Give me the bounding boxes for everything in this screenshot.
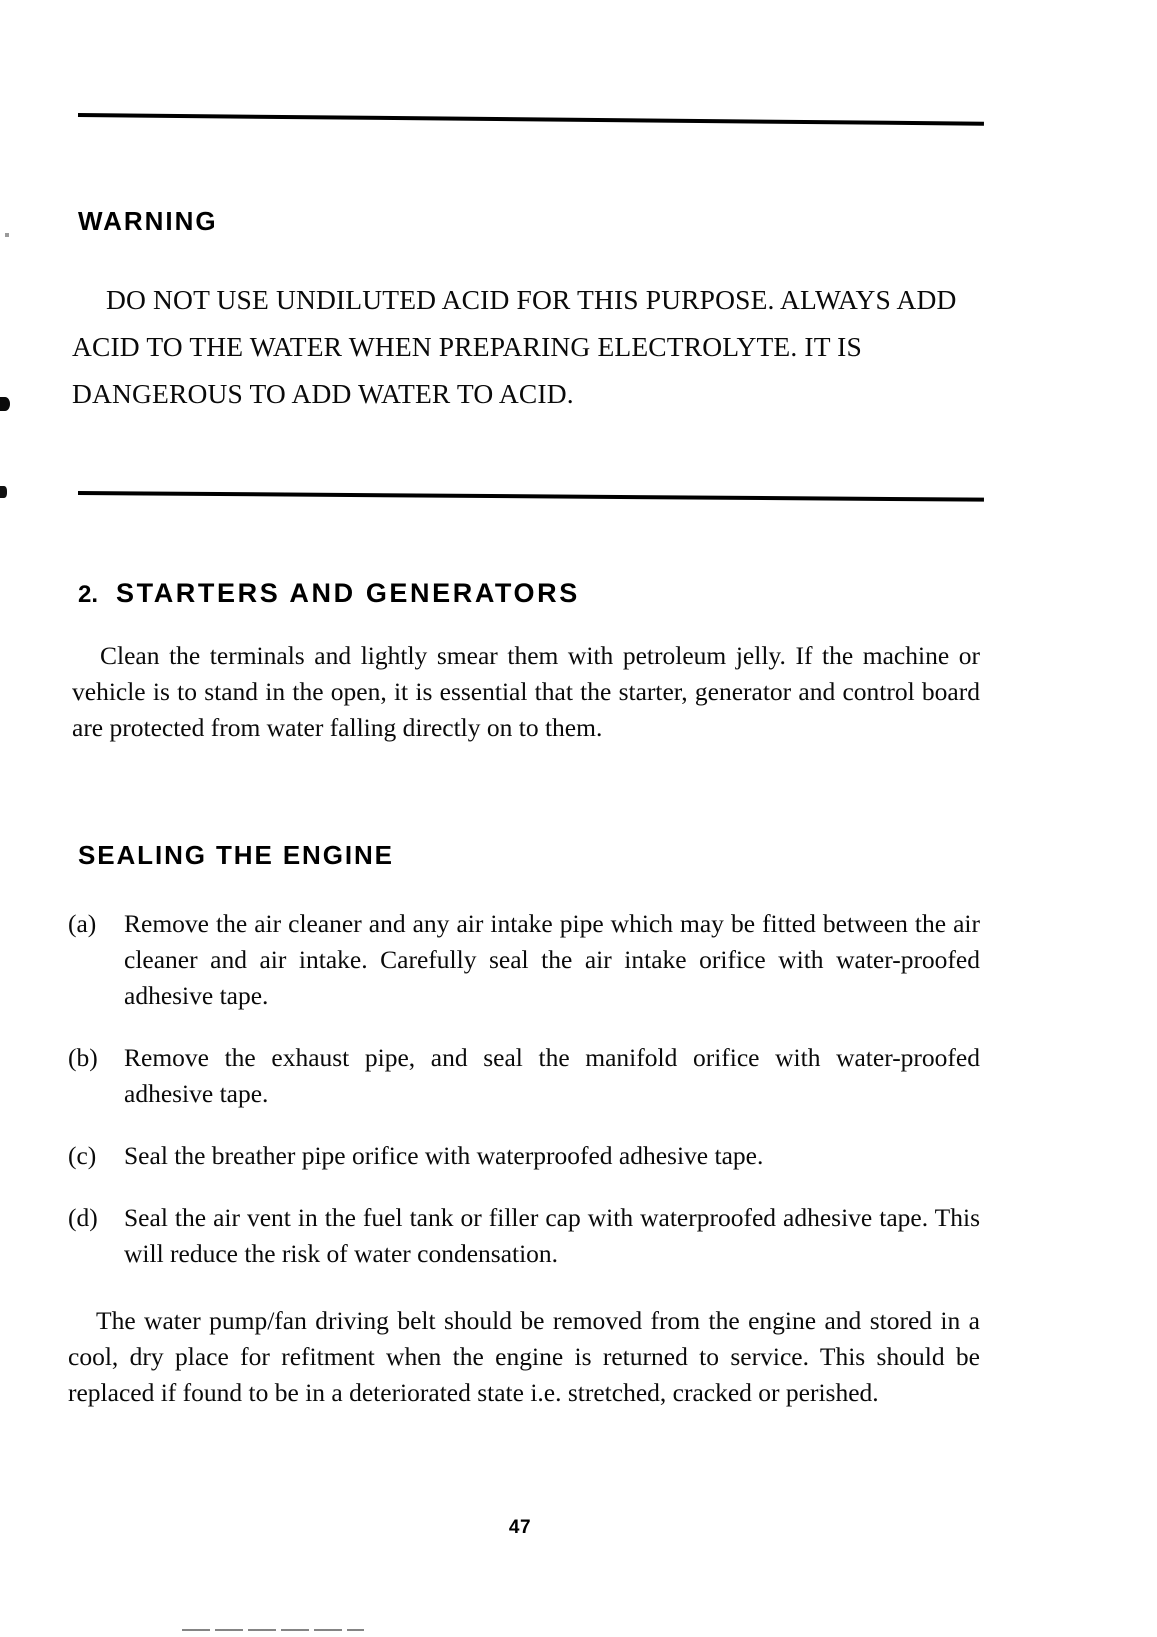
subsection-heading: SEALING THE ENGINE: [78, 840, 394, 870]
list-item-marker: (b): [68, 1043, 98, 1072]
list-item-marker: (c): [68, 1141, 97, 1170]
scan-artifact-dot: [5, 233, 9, 237]
list-item-text: Seal the breather pipe orifice with waterproofed adhesive tape.: [124, 1141, 764, 1170]
warning-box-bottom-rule: [78, 491, 984, 502]
page-number: 47: [508, 1517, 532, 1538]
list-item-text: Remove the exhaust pipe, and seal the manifold orifice with water-proofed adhesive tape.: [124, 1043, 980, 1108]
list-item: [68, 1040, 980, 1112]
section-heading: [78, 578, 580, 609]
sealing-steps-list: [68, 906, 980, 1298]
section-paragraph: Clean the terminals and lightly smear them with petroleum jelly. If the machine or vehicle is to stand in the open, it is essential that the starter, generator and control board are protected from water falling directly on to them.: [72, 641, 980, 742]
section-title: STARTERS AND GENERATORS: [116, 578, 580, 608]
list-item-text: Remove the air cleaner and any air intake pipe which may be fitted between the air cleaner and air intake. Carefully seal the air intake orifice with water-proofed adhesive tape.: [124, 909, 980, 1010]
closing-paragraph: The water pump/fan driving belt should be removed from the engine and stored in a cool, dry place for refitment when the engine is returned to service. This should be replaced if found to be in a deteriorated state i.e. stretched, cracked or perished.: [68, 1306, 980, 1407]
list-item-marker: (d): [68, 1203, 98, 1232]
warning-box-top-rule: [78, 113, 984, 126]
scan-artifact-tick: [0, 486, 7, 498]
scan-artifact-blob: [0, 397, 10, 411]
list-item: [68, 1138, 980, 1174]
list-item: [68, 906, 980, 1014]
warning-heading: WARNING: [78, 206, 218, 236]
warning-body-text: DO NOT USE UNDILUTED ACID FOR THIS PURPOSE. ALWAYS ADD ACID TO THE WATER WHEN PREPARING ELECTROLYTE. IT IS DANGEROUS TO ADD WATER TO ACID.: [72, 284, 957, 409]
list-item: [68, 1200, 980, 1272]
scan-artifact-dashed-line: [182, 1629, 364, 1631]
list-item-text: Seal the air vent in the fuel tank or filler cap with waterproofed adhesive tape. This will reduce the risk of water condensation.: [124, 1203, 980, 1268]
section-number: 2.: [78, 581, 99, 608]
list-item-marker: (a): [68, 909, 97, 938]
